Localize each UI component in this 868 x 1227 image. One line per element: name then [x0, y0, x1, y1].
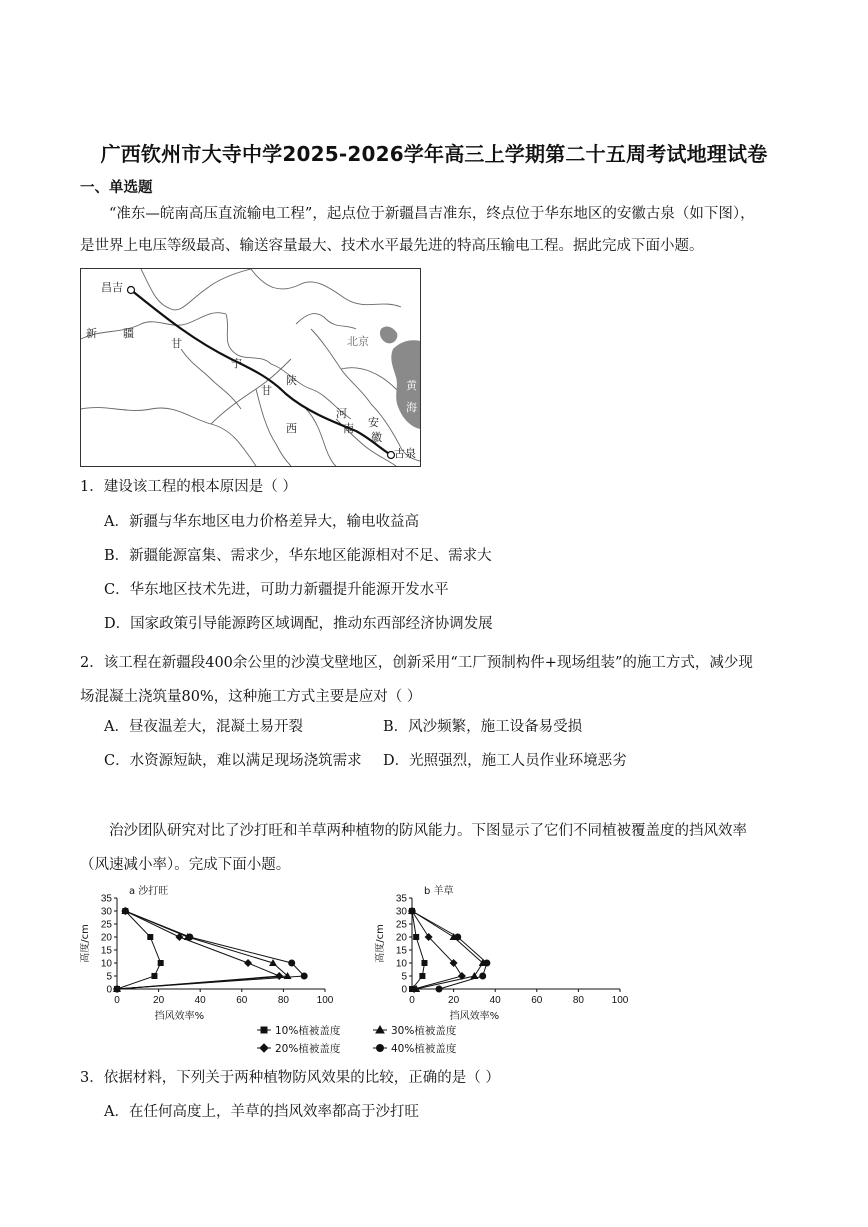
x-tick-label: 60 — [531, 995, 543, 1006]
label-xin: 新 — [86, 327, 97, 340]
legend-label-3: 20%植被盖度 — [275, 1043, 341, 1055]
q1-option-d[interactable]: D．国家政策引导能源跨区域调配，推动东西部经济协调发展 — [104, 616, 493, 632]
data-point-square — [147, 934, 153, 940]
y-axis-label: 高度/cm — [80, 924, 91, 963]
x-tick-label: 20 — [448, 995, 460, 1006]
question-3-stem: 3．依据材料，下列关于两种植物防风效果的比较，正确的是（ ） — [80, 1070, 500, 1086]
data-point-circle — [479, 973, 486, 980]
y-tick-label: 15 — [100, 945, 112, 957]
passage-1 — [80, 198, 792, 262]
q3-option-a[interactable]: A．在任何高度上，羊草的挡风效率都高于沙打旺 — [104, 1104, 419, 1120]
data-point-square — [158, 960, 164, 966]
q2-option-b[interactable]: B．风沙频繁，施工设备易受损 — [383, 719, 583, 735]
y-tick-label: 35 — [395, 893, 407, 905]
x-tick-label: 100 — [611, 995, 629, 1006]
chart-title: b 羊草 — [424, 886, 454, 897]
y-tick-label: 0 — [106, 984, 112, 996]
label-henan-nan: 南 — [343, 422, 354, 435]
label-anhui-an: 安 — [368, 416, 379, 429]
y-tick-label: 10 — [395, 958, 407, 970]
q1-option-c[interactable]: C．华东地区技术先进，可助力新疆提升能源开发水平 — [104, 582, 449, 598]
label-xi: 西 — [286, 422, 297, 435]
data-point-circle — [301, 973, 308, 980]
chart-a — [80, 880, 340, 1030]
question-2 — [80, 646, 792, 714]
x-tick-label: 0 — [114, 995, 120, 1006]
x-tick-label: 100 — [316, 995, 334, 1006]
data-point-square — [421, 960, 427, 966]
data-point-circle — [454, 934, 461, 941]
label-hai: 海 — [406, 401, 417, 414]
x-tick-label: 20 — [153, 995, 165, 1006]
changji-marker — [128, 287, 135, 294]
circle-marker-icon — [377, 1045, 384, 1052]
data-point-circle — [114, 986, 121, 993]
chart-title: a 沙打旺 — [129, 886, 169, 897]
data-point-circle — [288, 960, 295, 967]
question-2-stem-line-2: 场混凝土浇筑量80%，这种施工方式主要是应对（ ） — [80, 689, 422, 705]
y-axis-label: 高度/cm — [375, 924, 386, 963]
y-tick-label: 5 — [401, 971, 407, 983]
y-tick-label: 5 — [106, 971, 112, 983]
q2-option-c[interactable]: C．水资源短缺，难以满足现场浇筑需求 — [104, 753, 362, 769]
label-huang: 黄 — [406, 379, 417, 392]
y-tick-label: 30 — [395, 906, 407, 918]
y-tick-label: 0 — [401, 984, 407, 996]
y-tick-label: 35 — [100, 893, 112, 905]
question-1-stem: 1．建设该工程的根本原因是（ ） — [80, 479, 297, 495]
page-title: 广西钦州市大寺中学2025-2026学年高三上学期第二十五周考试地理试卷 — [100, 142, 768, 166]
chart-b — [375, 880, 635, 1030]
label-anhui-hui: 徽 — [371, 431, 382, 444]
label-ning: 宁 — [231, 357, 242, 370]
q1-option-a[interactable]: A．新疆与华东地区电力价格差异大，输电收益高 — [104, 514, 419, 530]
q2-option-a[interactable]: A．昼夜温差大，混凝土易开裂 — [104, 719, 303, 735]
data-point-square — [413, 934, 419, 940]
label-jiang: 疆 — [123, 327, 134, 340]
passage-1-line-2: 是世界上电压等级最高、输送容量最大、技术水平最先进的特高压输电工程。据此完成下面小题。 — [80, 238, 704, 254]
y-tick-label: 25 — [395, 919, 407, 931]
data-point-circle — [436, 986, 443, 993]
data-point-square — [151, 973, 157, 979]
legend-svg — [255, 1023, 495, 1059]
square-marker-icon — [261, 1027, 267, 1033]
y-tick-label: 15 — [395, 945, 407, 957]
y-tick-label: 20 — [395, 932, 407, 944]
bohai-shape — [380, 326, 397, 343]
label-henan-he: 河 — [336, 407, 347, 420]
label-shan: 陕 — [286, 374, 297, 387]
label-gan: 甘 — [171, 337, 182, 350]
diamond-marker-icon — [260, 1044, 268, 1052]
chart-legend — [255, 1023, 495, 1059]
label-changji: 昌吉 — [101, 281, 123, 294]
x-axis-label: 挡风效率% — [154, 1011, 205, 1022]
label-gan-2: 甘 — [261, 384, 272, 397]
x-tick-label: 40 — [194, 995, 206, 1006]
y-tick-label: 30 — [100, 906, 112, 918]
legend-label-4: 40%植被盖度 — [391, 1043, 457, 1055]
legend-label-2: 30%植被盖度 — [391, 1025, 457, 1037]
x-tick-label: 80 — [572, 995, 584, 1006]
passage-2 — [80, 814, 792, 882]
label-beijing: 北京 — [347, 335, 369, 348]
data-point-circle — [483, 960, 490, 967]
passage-1-line-1: “准东—皖南高压直流输电工程”，起点位于新疆昌吉准东，终点位于华东地区的安徽古泉（如下图）， — [109, 206, 755, 222]
y-tick-label: 25 — [100, 919, 112, 931]
transmission-map — [80, 268, 421, 467]
x-tick-label: 40 — [489, 995, 501, 1006]
q2-option-d[interactable]: D．光照强烈，施工人员作业环境恶劣 — [383, 753, 627, 769]
passage-2-line-2: （风速减小率）。完成下面小题。 — [80, 857, 291, 873]
x-tick-label: 80 — [277, 995, 289, 1006]
data-point-circle — [122, 908, 129, 915]
x-tick-label: 0 — [409, 995, 415, 1006]
x-tick-label: 60 — [236, 995, 248, 1006]
question-2-stem-line-1: 2．该工程在新疆段400余公里的沙漠戈壁地区，创新采用“工厂预制构件+现场组装”的施工方式，减少现 — [80, 655, 753, 671]
passage-2-line-1: 治沙团队研究对比了沙打旺和羊草两种植物的防风能力。下图显示了它们不同植被覆盖度的挡风效率 — [109, 823, 747, 839]
question-1 — [80, 475, 792, 499]
data-point-diamond — [244, 959, 252, 967]
section-heading: 一、单选题 — [80, 180, 153, 196]
map-svg — [81, 269, 420, 466]
q1-option-b[interactable]: B．新疆能源富集、需求少，华东地区能源相对不足、需求大 — [104, 548, 492, 564]
y-tick-label: 20 — [100, 932, 112, 944]
data-point-square — [419, 973, 425, 979]
label-guquan: 古泉 — [394, 447, 416, 460]
data-point-circle — [186, 934, 193, 941]
legend-label-1: 10%植被盖度 — [275, 1025, 341, 1037]
data-point-circle — [409, 908, 416, 915]
x-axis-label: 挡风效率% — [449, 1011, 500, 1022]
question-3 — [80, 1066, 792, 1090]
series-line — [117, 911, 279, 989]
y-tick-label: 10 — [100, 958, 112, 970]
